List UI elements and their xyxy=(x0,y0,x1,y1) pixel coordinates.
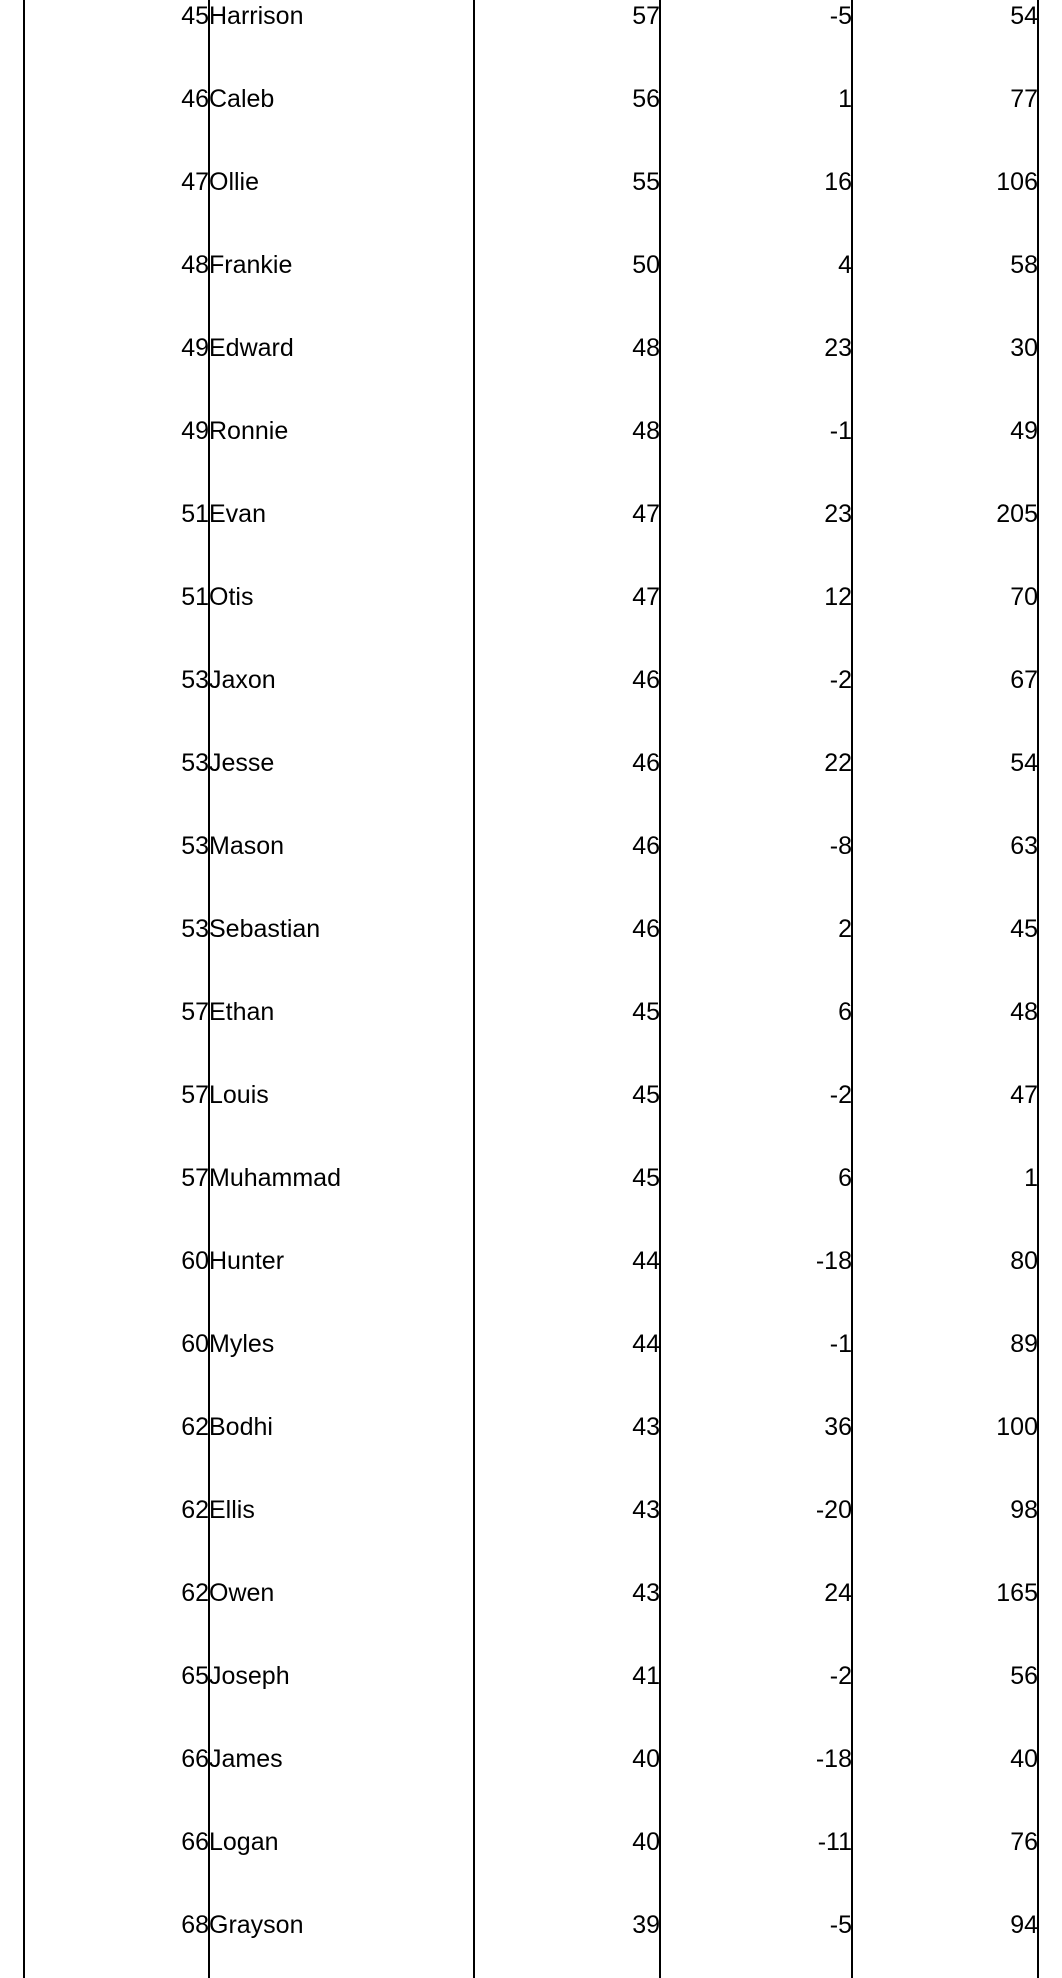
value-cell-3: 45 xyxy=(1010,915,1038,943)
table-row xyxy=(24,0,1038,58)
value-cell-2: 23 xyxy=(824,500,852,528)
rank-cell: 62 xyxy=(181,1579,209,1607)
value-cell-1: 57 xyxy=(632,2,660,30)
value-cell-1: 46 xyxy=(632,666,660,694)
rank-cell: 46 xyxy=(181,85,209,113)
value-cell-2: -11 xyxy=(817,1828,852,1856)
table-row xyxy=(24,722,1038,805)
value-cell-2: 36 xyxy=(824,1413,852,1441)
value-cell-2: 1 xyxy=(838,85,852,113)
name-cell: Logan xyxy=(209,1828,279,1856)
value-cell-3: 205 xyxy=(996,500,1038,528)
name-cell: Edward xyxy=(209,334,294,362)
value-cell-1: 44 xyxy=(632,1330,660,1358)
value-cell-3: 67 xyxy=(1010,666,1038,694)
table-row xyxy=(24,971,1038,1054)
value-cell-2: 23 xyxy=(824,334,852,362)
rank-cell: 53 xyxy=(181,915,209,943)
value-cell-1: 41 xyxy=(632,1662,660,1690)
name-cell: Ronnie xyxy=(209,417,289,445)
rank-cell: 45 xyxy=(181,2,209,30)
name-cell: Bodhi xyxy=(209,1413,273,1441)
value-cell-3: 70 xyxy=(1010,583,1038,611)
value-cell-1: 46 xyxy=(632,749,660,777)
name-cell: Joseph xyxy=(209,1662,290,1690)
table-row xyxy=(24,473,1038,556)
value-cell-1: 40 xyxy=(632,1828,660,1856)
value-cell-1: 40 xyxy=(632,1745,660,1773)
table-row xyxy=(24,1552,1038,1635)
name-cell: Sebastian xyxy=(209,915,321,943)
table-row xyxy=(24,556,1038,639)
value-cell-1: 45 xyxy=(632,1164,660,1192)
name-cell: Ellis xyxy=(209,1496,255,1524)
value-cell-1: 46 xyxy=(632,915,660,943)
value-cell-3: 63 xyxy=(1010,832,1038,860)
table-row xyxy=(24,1718,1038,1801)
value-cell-2: 2 xyxy=(838,915,852,943)
table-row xyxy=(24,639,1038,722)
value-cell-3: 54 xyxy=(1010,749,1038,777)
rank-cell: 68 xyxy=(181,1911,209,1939)
name-cell: Muhammad xyxy=(209,1164,341,1192)
value-cell-3: 77 xyxy=(1010,85,1038,113)
value-cell-3: 30 xyxy=(1010,334,1038,362)
value-cell-2: -5 xyxy=(829,1911,852,1939)
value-cell-2: -2 xyxy=(829,1662,852,1690)
name-cell: Owen xyxy=(209,1579,275,1607)
name-cell: Grayson xyxy=(209,1911,304,1939)
value-cell-2: 22 xyxy=(824,749,852,777)
rank-cell: 57 xyxy=(181,998,209,1026)
value-cell-2: -20 xyxy=(815,1496,852,1524)
value-cell-1: 43 xyxy=(632,1496,660,1524)
value-cell-1: 39 xyxy=(632,1911,660,1939)
value-cell-2: 4 xyxy=(838,251,852,279)
value-cell-2: 6 xyxy=(838,998,852,1026)
value-cell-1: 50 xyxy=(632,251,660,279)
value-cell-2: 6 xyxy=(838,1164,852,1192)
value-cell-2: -1 xyxy=(829,1330,852,1358)
value-cell-3: 76 xyxy=(1010,1828,1038,1856)
value-cell-1: 56 xyxy=(632,85,660,113)
value-cell-2: -18 xyxy=(815,1745,852,1773)
value-cell-1: 45 xyxy=(632,998,660,1026)
table-row xyxy=(24,1884,1038,1967)
value-cell-2: 24 xyxy=(824,1579,852,1607)
value-cell-2: -5 xyxy=(829,2,852,30)
table-row xyxy=(24,1303,1038,1386)
rank-cell: 62 xyxy=(181,1413,209,1441)
rank-cell: 66 xyxy=(181,1828,209,1856)
value-cell-1: 48 xyxy=(632,334,660,362)
table-row xyxy=(24,1220,1038,1303)
rank-cell: 60 xyxy=(181,1330,209,1358)
table-row xyxy=(24,141,1038,224)
value-cell-2: -2 xyxy=(829,1081,852,1109)
name-cell: Evan xyxy=(209,500,266,528)
table-row xyxy=(24,805,1038,888)
table-row xyxy=(24,390,1038,473)
value-cell-3: 48 xyxy=(1010,998,1038,1026)
value-cell-3: 56 xyxy=(1010,1662,1038,1690)
rank-cell: 48 xyxy=(181,251,209,279)
value-cell-1: 47 xyxy=(632,500,660,528)
rank-cell: 53 xyxy=(181,749,209,777)
value-cell-3: 80 xyxy=(1010,1247,1038,1275)
table-row xyxy=(24,1386,1038,1469)
rank-cell: 57 xyxy=(181,1164,209,1192)
value-cell-2: -18 xyxy=(815,1247,852,1275)
value-cell-1: 46 xyxy=(632,832,660,860)
name-cell: Jesse xyxy=(209,749,275,777)
name-cell: Ethan xyxy=(209,998,275,1026)
name-cell: Hunter xyxy=(209,1247,285,1275)
rank-cell: 49 xyxy=(181,417,209,445)
value-cell-3: 58 xyxy=(1010,251,1038,279)
name-cell: Harrison xyxy=(209,2,304,30)
name-cell: Mason xyxy=(209,832,285,860)
value-cell-3: 165 xyxy=(996,1579,1038,1607)
rank-cell: 65 xyxy=(181,1662,209,1690)
value-cell-3: 40 xyxy=(1010,1745,1038,1773)
value-cell-3: 47 xyxy=(1010,1081,1038,1109)
rank-cell: 53 xyxy=(181,832,209,860)
name-cell: Otis xyxy=(209,583,254,611)
ranking-table xyxy=(24,0,1038,1967)
value-cell-3: 106 xyxy=(996,168,1038,196)
value-cell-3: 94 xyxy=(1010,1911,1038,1939)
value-cell-1: 45 xyxy=(632,1081,660,1109)
rank-cell: 66 xyxy=(181,1745,209,1773)
table-row xyxy=(24,224,1038,307)
value-cell-2: -8 xyxy=(829,832,852,860)
value-cell-2: -1 xyxy=(829,417,852,445)
name-cell: Myles xyxy=(209,1330,275,1358)
value-cell-1: 44 xyxy=(632,1247,660,1275)
value-cell-2: 16 xyxy=(824,168,852,196)
name-cell: Caleb xyxy=(209,85,275,113)
rank-cell: 51 xyxy=(181,500,209,528)
table-row xyxy=(24,1635,1038,1718)
table-row xyxy=(24,307,1038,390)
name-cell: Ollie xyxy=(209,168,260,196)
table-row xyxy=(24,888,1038,971)
value-cell-1: 43 xyxy=(632,1579,660,1607)
table-row xyxy=(24,1469,1038,1552)
rank-cell: 47 xyxy=(181,168,209,196)
value-cell-3: 49 xyxy=(1010,417,1038,445)
value-cell-3: 100 xyxy=(996,1413,1038,1441)
table-row xyxy=(24,1137,1038,1220)
rank-cell: 49 xyxy=(181,334,209,362)
value-cell-1: 43 xyxy=(632,1413,660,1441)
value-cell-3: 1 xyxy=(1024,1164,1038,1192)
rank-cell: 51 xyxy=(181,583,209,611)
name-cell: Frankie xyxy=(209,251,293,279)
table-row xyxy=(24,58,1038,141)
value-cell-3: 98 xyxy=(1010,1496,1038,1524)
value-cell-2: -2 xyxy=(829,666,852,694)
rank-cell: 62 xyxy=(181,1496,209,1524)
table-row xyxy=(24,1801,1038,1884)
name-cell: Louis xyxy=(209,1081,269,1109)
table-body xyxy=(24,0,1038,1967)
name-cell: James xyxy=(209,1745,283,1773)
value-cell-2: 12 xyxy=(824,583,852,611)
rank-cell: 57 xyxy=(181,1081,209,1109)
rank-cell: 53 xyxy=(181,666,209,694)
value-cell-1: 48 xyxy=(632,417,660,445)
rank-cell: 60 xyxy=(181,1247,209,1275)
value-cell-3: 54 xyxy=(1010,2,1038,30)
table-row xyxy=(24,1054,1038,1137)
value-cell-1: 55 xyxy=(632,168,660,196)
value-cell-3: 89 xyxy=(1010,1330,1038,1358)
value-cell-1: 47 xyxy=(632,583,660,611)
name-cell: Jaxon xyxy=(209,666,276,694)
